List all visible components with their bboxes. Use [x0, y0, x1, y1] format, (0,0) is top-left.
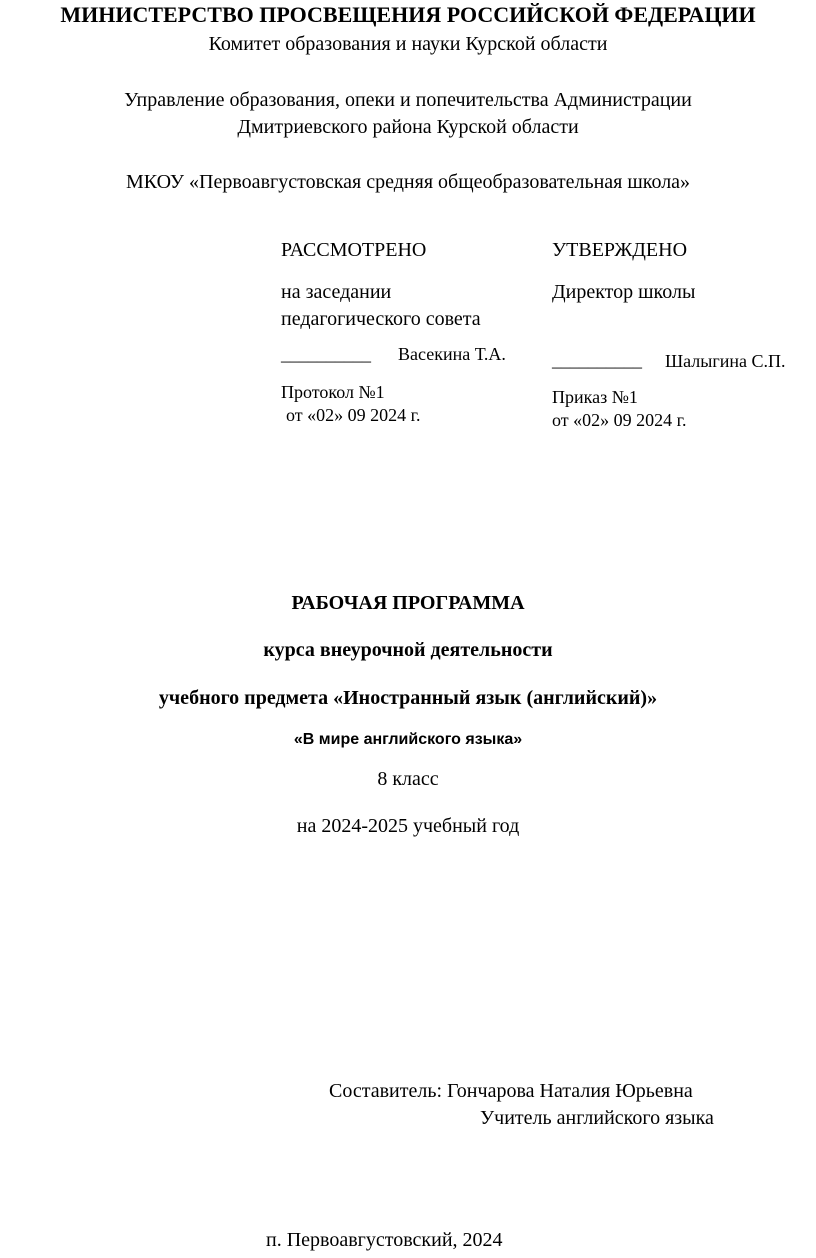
approved-order: Приказ №1: [552, 387, 638, 407]
grade: 8 класс: [377, 768, 439, 790]
approved-date: от «02» 09 2024 г.: [552, 410, 687, 430]
academic-year: на 2024-2025 учебный год: [296, 815, 520, 837]
reviewed-line-1: на заседании: [281, 281, 392, 303]
department-line-1: Управление образования, опеки и попечительства Администрации: [124, 89, 692, 111]
department-line-2: Дмитриевского района Курской области: [237, 116, 579, 138]
approved-position: Директор школы: [552, 281, 696, 303]
reviewed-protocol: Протокол №1: [281, 382, 385, 402]
committee-name: Комитет образования и науки Курской области: [208, 33, 608, 55]
course-name: «В мире английского языка»: [293, 731, 523, 748]
compiler-role: Учитель английского языка: [480, 1107, 714, 1129]
reviewed-line-2: педагогического совета: [281, 308, 481, 330]
program-title: РАБОЧАЯ ПРОГРАММА: [291, 592, 525, 614]
reviewed-signer: Васекина Т.А.: [398, 344, 506, 364]
reviewed-date: от «02» 09 2024 г.: [286, 405, 421, 425]
approved-signer: Шалыгина С.П.: [665, 351, 786, 371]
reviewed-heading: РАССМОТРЕНО: [281, 239, 427, 261]
program-subtitle: курса внеурочной деятельности: [263, 639, 553, 661]
place-year: п. Первоавгустовский, 2024: [266, 1229, 503, 1251]
program-subject: учебного предмета «Иностранный язык (английский)»: [158, 687, 658, 709]
compiler: Составитель: Гончарова Наталия Юрьевна: [329, 1080, 693, 1102]
approved-signature-line: __________: [552, 350, 642, 370]
ministry-title: МИНИСТЕРСТВО ПРОСВЕЩЕНИЯ РОССИЙСКОЙ ФЕДЕРАЦИИ: [60, 2, 756, 27]
approved-heading: УТВЕРЖДЕНО: [552, 239, 688, 261]
reviewed-signature-line: __________: [281, 344, 371, 364]
school-name: МКОУ «Первоавгустовская средняя общеобразовательная школа»: [125, 171, 691, 193]
